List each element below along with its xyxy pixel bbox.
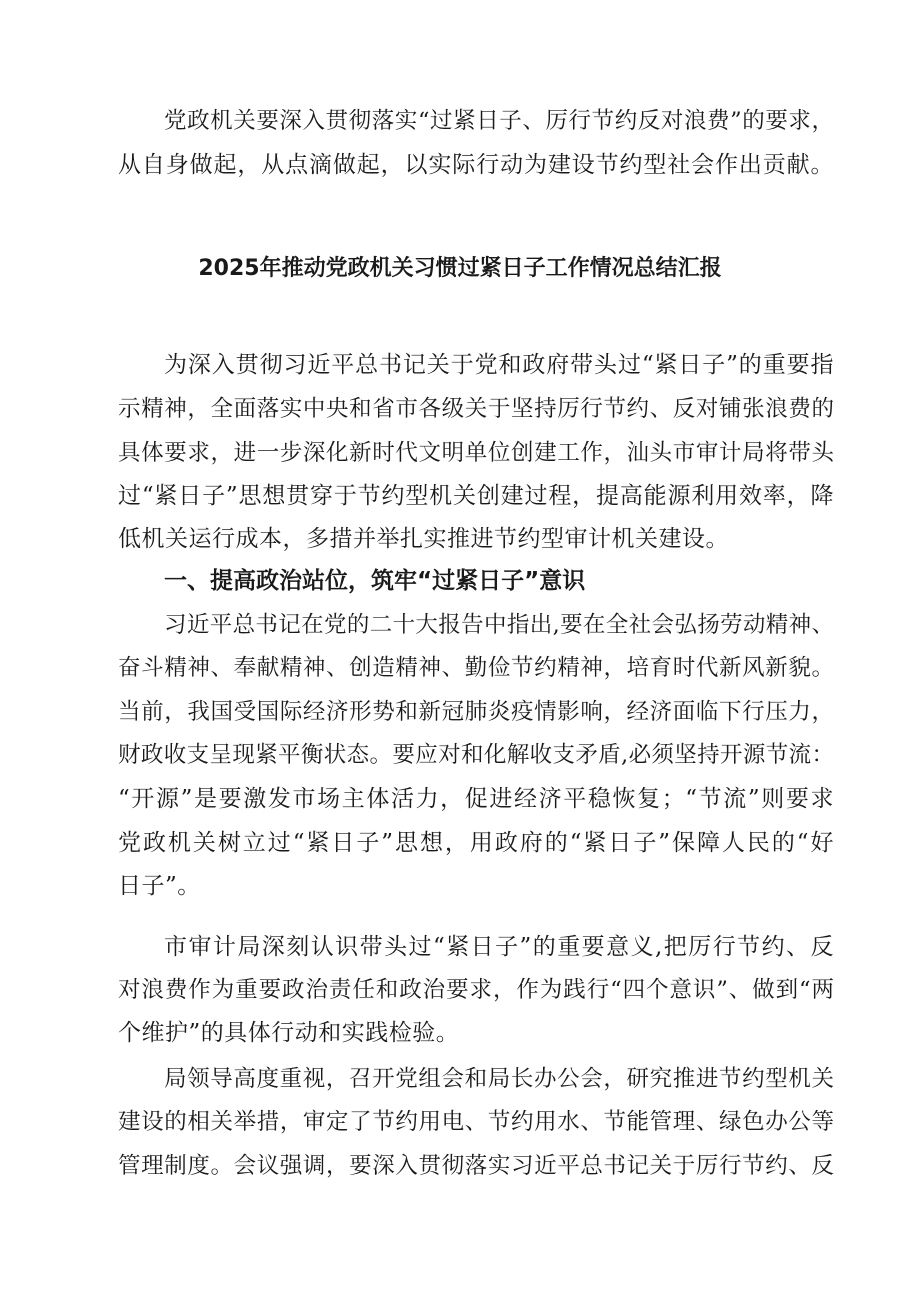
para2-line-2: 奋斗精神、奉献精神、创造精神、勤俭节约精神，培育时代新风新貌。: [118, 655, 834, 681]
para4-line-1: 局领导高度重视，召开党组会和局长办公会，研究推进节约型机关: [164, 1066, 834, 1092]
para3-line-2: 对浪费作为重要政治责任和政治要求，作为践行“四个意识”、做到“两: [118, 977, 834, 1003]
para2-line-3: 当前，我国受国际经济形势和新冠肺炎疫情影响，经济面临下行压力，: [118, 699, 834, 725]
section-heading-1: 一、提高政治站位，筑牢“过紧日子”意识: [164, 568, 586, 594]
para2-line-5: “开源”是要激发市场主体活力，促进经济平稳恢复；“节流”则要求: [118, 786, 834, 812]
para4-line-3: 管理制度。会议强调，要深入贯彻落实习近平总书记关于厉行节约、反: [118, 1153, 834, 1179]
intro-line-1: 党政机关要深入贯彻落实“过紧日子、厉行节约反对浪费”的要求，: [164, 108, 834, 134]
intro-line-2: 从自身做起，从点滴做起，以实际行动为建设节约型社会作出贡献。: [118, 152, 834, 178]
para3-line-1: 市审计局深刻认识带头过“紧日子”的重要意义,把厉行节约、反: [164, 934, 834, 960]
para2-line-4: 财政收支呈现紧平衡状态。要应对和化解收支矛盾,必须坚持开源节流：: [118, 742, 834, 768]
para4-line-2: 建设的相关举措，审定了节约用电、节约用水、节能管理、绿色办公等: [118, 1109, 834, 1135]
para3-line-3: 个维护”的具体行动和实践检验。: [118, 1020, 460, 1046]
para1-line-5: 低机关运行成本，多措并举扎实推进节约型审计机关建设。: [118, 526, 729, 552]
para2-line-1: 习近平总书记在党的二十大报告中指出,要在全社会弘扬劳动精神、: [164, 612, 834, 638]
para2-line-6: 党政机关树立过“紧日子”思想，用政府的“紧日子”保障人民的“好: [118, 830, 834, 856]
document-title: 2025年推动党政机关习惯过紧日子工作情况总结汇报: [198, 256, 722, 281]
para1-line-1: 为深入贯彻习近平总书记关于党和政府带头过“紧日子”的重要指: [164, 352, 834, 378]
para1-line-3: 具体要求，进一步深化新时代文明单位创建工作，汕头市审计局将带头: [118, 440, 834, 466]
para1-line-4: 过“紧日子”思想贯穿于节约型机关创建过程，提高能源利用效率，降: [118, 483, 834, 509]
para1-line-2: 示精神，全面落实中央和省市各级关于坚持厉行节约、反对铺张浪费的: [118, 396, 834, 422]
para2-line-7: 日子”。: [118, 873, 201, 899]
